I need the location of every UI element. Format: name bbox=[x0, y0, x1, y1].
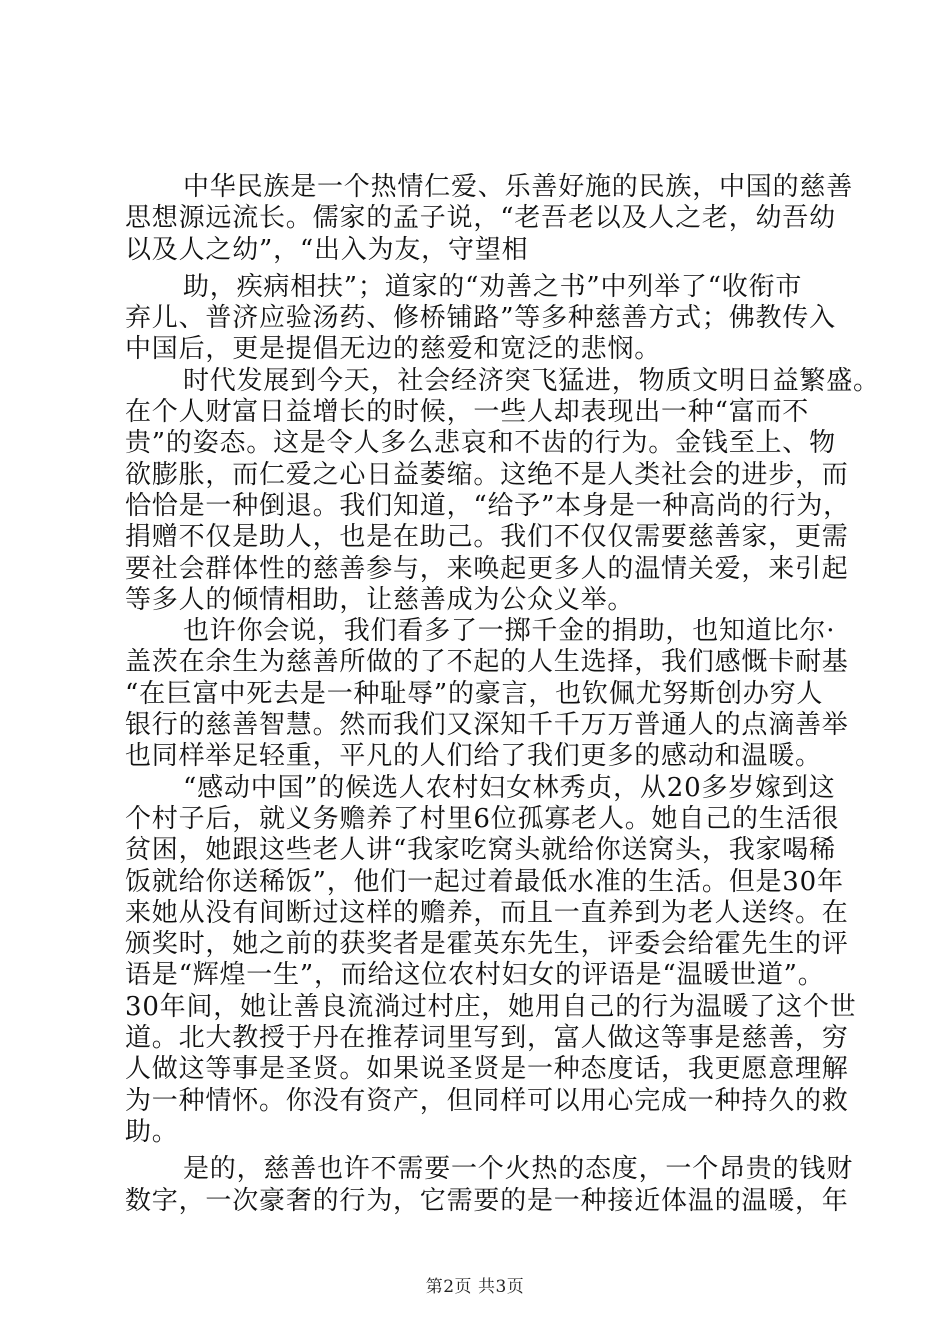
text-line: 在个人财富日益增长的时候，一些人却表现出一种“富而不 bbox=[125, 397, 810, 428]
text-line: 道。北大教授于丹在推荐词里写到，富人做这等事是慈善，穷 bbox=[125, 1023, 849, 1054]
text-line: 也同样举足轻重，平凡的人们给了我们更多的感动和温暖。 bbox=[125, 741, 822, 772]
text-line: 贫困，她跟这些老人讲“我家吃窝头就给你送窝头，我家喝稀 bbox=[125, 835, 836, 866]
text-line: 助，疾病相扶”；道家的“劝善之书”中列举了“收衔市 bbox=[183, 271, 803, 302]
text-line: 为一种情怀。你没有资产，但同样可以用心完成一种持久的救 bbox=[125, 1085, 849, 1116]
text-line: 30年间，她让善良流淌过村庄，她用自己的行为温暖了这个世 bbox=[125, 991, 857, 1022]
text-line: 助。 bbox=[125, 1116, 179, 1147]
text-line: 个村子后，就义务赡养了村里6位孤寡老人。她自己的生活很 bbox=[125, 803, 840, 834]
text-line: 捐赠不仅是助人，也是在助己。我们不仅仅需要慈善家，更需 bbox=[125, 522, 849, 553]
text-line: 语是“辉煌一生”，而给这位农村妇女的评语是“温暖世道”。 bbox=[125, 960, 825, 991]
text-line: 数字，一次豪奢的行为，它需要的是一种接近体温的温暖，年 bbox=[125, 1185, 849, 1216]
text-line: 人做这等事是圣贤。如果说圣贤是一种态度话，我更愿意理解 bbox=[125, 1054, 849, 1085]
text-line: 要社会群体性的慈善参与，来唤起更多人的温情关爱，来引起 bbox=[125, 553, 849, 584]
text-line: 恰恰是一种倒退。我们知道，“给予”本身是一种高尚的行为， bbox=[125, 490, 850, 521]
text-line: 颁奖时，她之前的获奖者是霍英东先生，评委会给霍先生的评 bbox=[125, 929, 849, 960]
text-line: 盖茨在余生为慈善所做的了不起的人生选择，我们感慨卡耐基 bbox=[125, 647, 849, 678]
text-line: 时代发展到今天，社会经济突飞猛进，物质文明日益繁盛。 bbox=[183, 365, 880, 396]
text-line: 是的，慈善也许不需要一个火热的态度，一个昂贵的钱财 bbox=[183, 1154, 854, 1185]
text-line: 等多人的倾情相助，让慈善成为公众义举。 bbox=[125, 584, 635, 615]
text-line: 以及人之幼”，“出入为友，守望相 bbox=[125, 234, 529, 265]
text-line: “感动中国”的候选人农村妇女林秀贞，从20多岁嫁到这 bbox=[183, 772, 836, 803]
body-text bbox=[125, 172, 880, 1217]
page-number-footer: 第2页 共3页 bbox=[425, 1277, 525, 1297]
text-line: 来她从没有间断过这样的赡养，而且一直养到为老人送终。在 bbox=[125, 897, 849, 928]
text-line: 也许你会说，我们看多了一掷千金的捐助，也知道比尔· bbox=[183, 616, 836, 647]
text-line: 饭就给你送稀饭”，他们一起过着最低水准的生活。但是30年 bbox=[125, 866, 844, 897]
text-line: 思想源远流长。儒家的孟子说，“老吾老以及人之老，幼吾幼 bbox=[125, 203, 836, 234]
text-line: 中华民族是一个热情仁爱、乐善好施的民族，中国的慈善 bbox=[183, 172, 854, 202]
text-line: 弃儿、普济应验汤药、修桥铺路”等多种慈善方式；佛教传入 bbox=[125, 303, 836, 334]
text-line: 贵”的姿态。这是令人多么悲哀和不齿的行为。金钱至上、物 bbox=[125, 428, 836, 459]
text-line: “在巨富中死去是一种耻辱”的豪言，也钦佩尤努斯创办穷人 bbox=[125, 678, 824, 709]
text-line: 欲膨胀，而仁爱之心日益萎缩。这绝不是人类社会的进步，而 bbox=[125, 459, 849, 490]
text-line: 银行的慈善智慧。然而我们又深知千千万万普通人的点滴善举 bbox=[125, 710, 849, 741]
text-line: 中国后，更是提倡无边的慈爱和宽泛的悲悯。 bbox=[125, 334, 662, 365]
